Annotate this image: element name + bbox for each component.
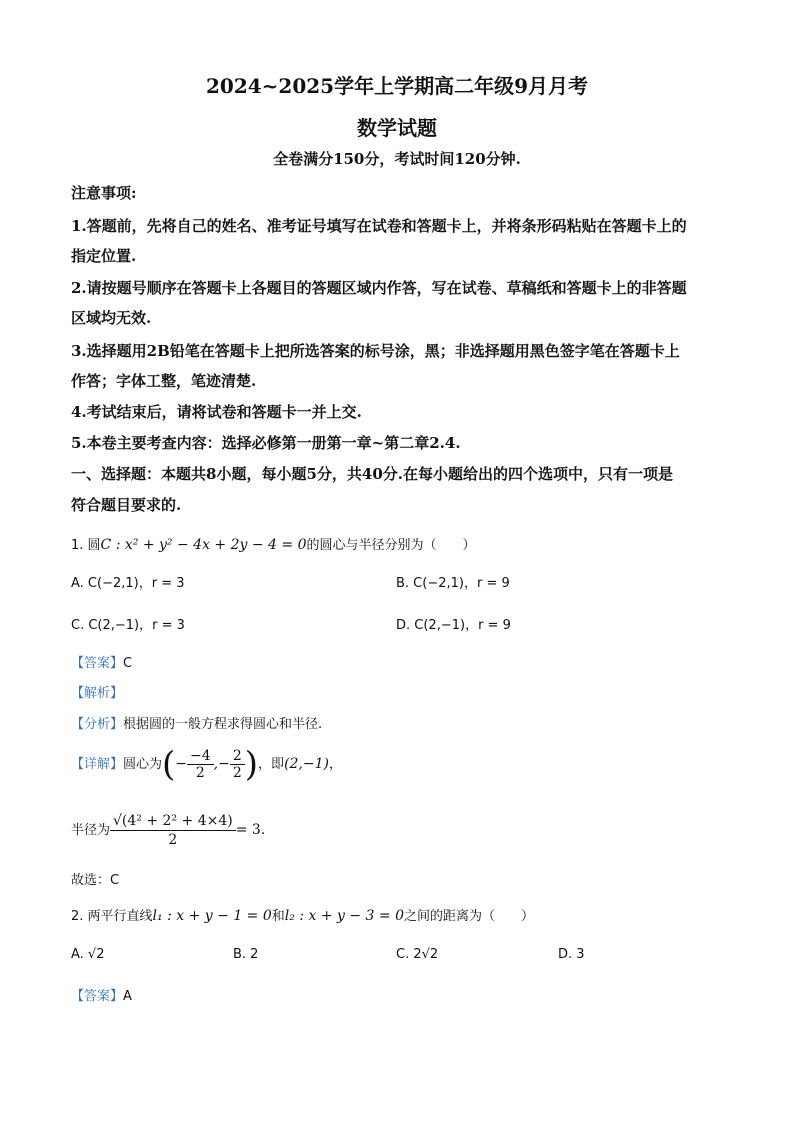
q1-radius-prefix: 半径为 bbox=[71, 823, 111, 838]
q2-option-d: D. 3 bbox=[558, 947, 585, 962]
section-1-line-1: 一、选择题：本题共8小题，每小题5分，共40分.在每小题给出的四个选项中，只有一项是 bbox=[71, 465, 673, 483]
notice-item-5: 5.本卷主要考查内容：选择必修第一册第一章~第二章2.4. bbox=[71, 434, 461, 452]
q1-detail-prefix: 圆心为 bbox=[123, 757, 163, 772]
notice-item-3-line-2: 作答；字体工整，笔迹清楚. bbox=[71, 372, 257, 390]
q2-line-2: l₂ : x + y − 3 = 0 bbox=[284, 908, 404, 924]
q1-equation: C : x² + y² − 4x + 2y − 4 = 0 bbox=[100, 537, 307, 553]
q1-fenxi: 根据圆的一般方程求得圆心和半径. bbox=[123, 717, 323, 732]
q1-prefix: 1. 圆 bbox=[71, 538, 101, 553]
right-paren-icon: ) bbox=[244, 744, 259, 785]
q1-detail-end: ， bbox=[328, 757, 342, 772]
notice-item-1-line-2: 指定位置. bbox=[71, 247, 137, 265]
q1-radius-eq: = 3. bbox=[235, 822, 266, 838]
answer-tag: 【答案】 bbox=[71, 989, 124, 1004]
q1-option-b: B. C(−2,1)，r = 9 bbox=[396, 576, 510, 591]
notice-item-4: 4.考试结束后，请将试卷和答题卡一并上交. bbox=[71, 403, 362, 421]
q2-line-1: l₁ : x + y − 1 = 0 bbox=[152, 908, 272, 924]
q2-answer: A bbox=[123, 989, 132, 1004]
q1-frac-1: $\frac{-4}{2}$ bbox=[187, 748, 214, 781]
q1-frac-2: $\frac{2}{2}$ bbox=[230, 748, 245, 781]
fenxi-tag: 【分析】 bbox=[71, 717, 124, 732]
notice-item-3-line-1: 3.选择题用2B铅笔在答题卡上把所选答案的标号涂，黑；非选择题用黑色签字笔在答题卡上 bbox=[71, 342, 680, 360]
q1-stem bbox=[71, 534, 476, 553]
q1-detail-line: 【详解】圆心为(− $\frac{-4}{2}$ ,− $\frac{2}{2}$ )，即(2,−1)， bbox=[71, 744, 342, 785]
q1-analysis-line bbox=[71, 682, 123, 701]
q2-prefix: 2. 两平行直线 bbox=[71, 909, 153, 924]
detail-tag: 【详解】 bbox=[71, 757, 124, 772]
q1-suffix: 的圆心与半径分别为（ ） bbox=[306, 538, 476, 553]
exam-subtitle: 全卷满分150分，考试时间120分钟. bbox=[273, 150, 521, 168]
notice-item-1-line-1: 1.答题前，先将自己的姓名、准考证号填写在试卷和答题卡上，并将条形码粘贴在答题卡上的 bbox=[71, 217, 687, 235]
notice-item-2-line-1: 2.请按题号顺序在答题卡上各题目的答题区域内作答，写在试卷、草稿纸和答题卡上的非答题 bbox=[71, 279, 687, 297]
q2-stem bbox=[71, 905, 534, 924]
q2-suffix: 之间的距离为（ ） bbox=[404, 909, 535, 924]
q1-answer: C bbox=[123, 656, 133, 671]
notice-heading: 注意事项: bbox=[71, 184, 137, 202]
q1-radius-line bbox=[71, 808, 265, 852]
q1-fenxi-line bbox=[71, 713, 322, 732]
q1-detail-point: (2,−1) bbox=[284, 756, 329, 772]
q1-detail-suffix: ，即 bbox=[258, 757, 285, 772]
q1-conclusion: 故选：C bbox=[71, 873, 120, 888]
left-paren-icon: ( bbox=[162, 744, 176, 785]
q2-option-b: B. 2 bbox=[233, 947, 259, 962]
q2-and: 和 bbox=[271, 909, 285, 924]
q1-answer-line bbox=[71, 652, 132, 671]
q2-answer-line bbox=[71, 985, 132, 1004]
q1-radius-frac: $\frac{\text{√(4² + 2² + 4×4)}}{2}$ bbox=[110, 812, 236, 849]
q1-option-d: D. C(2,−1)，r = 9 bbox=[396, 618, 511, 633]
q1-option-c: C. C(2,−1)，r = 3 bbox=[71, 618, 185, 633]
q1-option-a: A. C(−2,1)，r = 3 bbox=[71, 576, 185, 591]
analysis-tag: 【解析】 bbox=[71, 686, 124, 701]
section-1-line-2: 符合题目要求的. bbox=[71, 496, 182, 514]
subject-title: 数学试题 bbox=[357, 116, 437, 140]
q2-option-c: C. 2√2 bbox=[396, 947, 439, 962]
answer-tag: 【答案】 bbox=[71, 656, 124, 671]
notice-item-2-line-2: 区域均无效. bbox=[71, 309, 152, 327]
q2-option-a: A. √2 bbox=[71, 947, 105, 962]
exam-title: 2024~2025学年上学期高二年级9月月考 bbox=[205, 74, 588, 98]
